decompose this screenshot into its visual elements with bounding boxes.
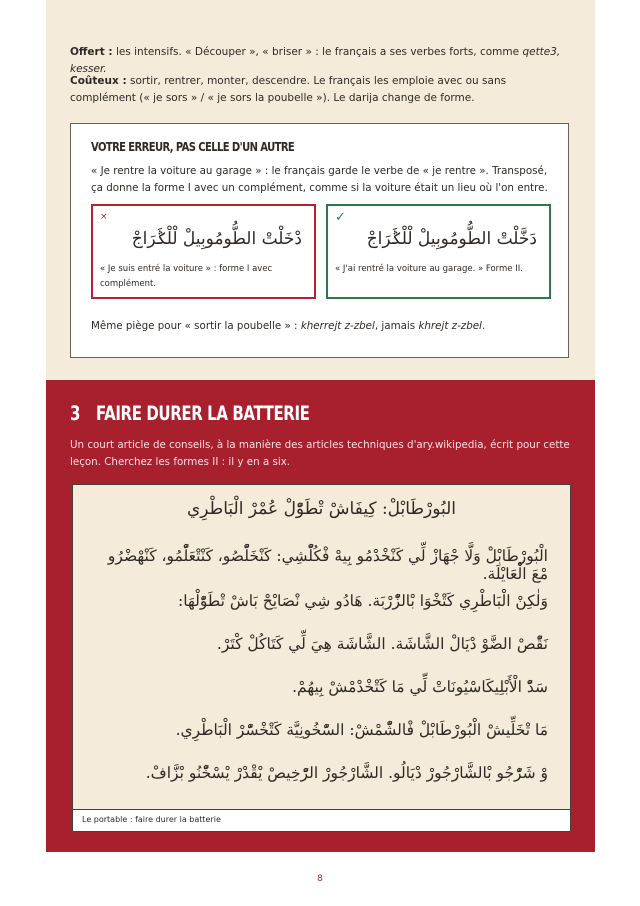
section-intro: Un court article de conseils, à la manière des articles techniques d'ary.wikipedia, écrit pour cette leçon. Cherchez les formes II : il y en a six. bbox=[70, 439, 570, 468]
correct-example-card bbox=[326, 204, 551, 299]
offert-examples: qette3, kesser. bbox=[70, 46, 561, 75]
incorrect-note: « Je suis entré la voiture » : forme I avec complément. bbox=[100, 264, 273, 289]
foot-correct: kherrejt z-zbel bbox=[300, 320, 375, 332]
foot-text: Même piège pour « sortir la poubelle » : bbox=[91, 320, 301, 332]
couteux-paragraph bbox=[70, 73, 570, 107]
check-icon: ✓ bbox=[335, 210, 346, 225]
foot-mid: , jamais bbox=[374, 320, 419, 332]
page-number: 8 bbox=[317, 874, 323, 884]
offert-text: les intensifs. « Découper », « briser » : le français a ses verbes forts, comme bbox=[112, 46, 523, 58]
article-panel bbox=[72, 484, 571, 810]
article-line: الْبُورْطَابْلْ وَلَّا جْهَازْ لِّي كَنْخْدْمُو بِيهْ فْكُلّْشِي: كَنْخَلّْصُو، كَنْتْعَلّْمُو، كَنْهْضْرُو مْعَ الْعَايْلَة. bbox=[107, 547, 548, 583]
couteux-text: sortir, rentrer, monter, descendre. Le français les emploie avec ou sans complément (« je sors » / « je sors la poubelle »). Le darija change de forme. bbox=[70, 75, 507, 104]
section-number: 3 bbox=[70, 402, 81, 426]
article-line: مَا تْخَلِّيشْ الْبُورْطَابْلْ فْالشّْمْشْ: السّْخُونِيَّة كَتْخْسّْرْ الْبَاطْرِي. bbox=[175, 721, 548, 739]
offert-label: Offert : bbox=[70, 46, 113, 58]
cross-icon: × bbox=[100, 212, 108, 222]
article-line: سَدّْ الْأَبْلِيكَاسْيُونَاتْ لِّي مَا كَتْخْدْمْشْ بِيهُمْ. bbox=[292, 678, 548, 696]
article-title: البُورْطَابْلْ: كِيفَاشْ تْطَوّْلْ عُمْرْ الْبَاطْرِي bbox=[186, 499, 457, 519]
error-box bbox=[70, 123, 569, 358]
section-heading bbox=[70, 402, 309, 425]
incorrect-example-card bbox=[91, 204, 316, 299]
article-caption: Le portable : faire durer la batterie bbox=[72, 810, 571, 832]
article-line: نَقّْصْ الضَّوْ دْيَالْ الشَّاشَة. الشَّاشَة هِيَ لِّي كَتَاكُلْ كْتَرْ. bbox=[216, 635, 548, 653]
foot-end: . bbox=[481, 320, 486, 332]
error-box-text: « Je rentre la voiture au garage » : le français garde le verbe de « je rentre ». Transposé, ça donne la forme I avec un complément, comme si la voiture était un lieu où l'on entre. bbox=[91, 165, 548, 194]
error-box-footnote bbox=[91, 318, 485, 335]
foot-wrong: khrejt z-zbel bbox=[418, 320, 482, 332]
correct-arabic: دَخَّلْتْ الطُّومُوبِيلْ لْلْݣَرَاجْ bbox=[366, 229, 537, 249]
couteux-label: Coûteux : bbox=[70, 75, 127, 87]
correct-note: « J'ai rentré la voiture au garage. » Forme II. bbox=[335, 264, 523, 274]
section-battery bbox=[46, 380, 595, 852]
section-title: FAIRE DURER LA BATTERIE bbox=[96, 402, 310, 426]
article-line: وْ شَرّْجُو بْالشَّارْجُورْ دْيَالُو. الشَّارْجُورْ الرّْخِيصْ يْقْدْرْ يْسْخّْنُو بْزَّافْ. bbox=[145, 764, 548, 782]
article-line: وَلٰكِنْ الْبَاطْرِي كَتْخْوَا بْالزّْرْبَة. هَادُو شِي نْصَايْحْ بَاشْ تْطَوّْلْهَا: bbox=[178, 592, 548, 610]
incorrect-arabic: دْخَلْتْ الطُّومُوبِيلْ لْلْݣَرَاجْ bbox=[131, 229, 302, 249]
error-box-title: VOTRE ERREUR, PAS CELLE D'UN AUTRE bbox=[91, 141, 295, 155]
